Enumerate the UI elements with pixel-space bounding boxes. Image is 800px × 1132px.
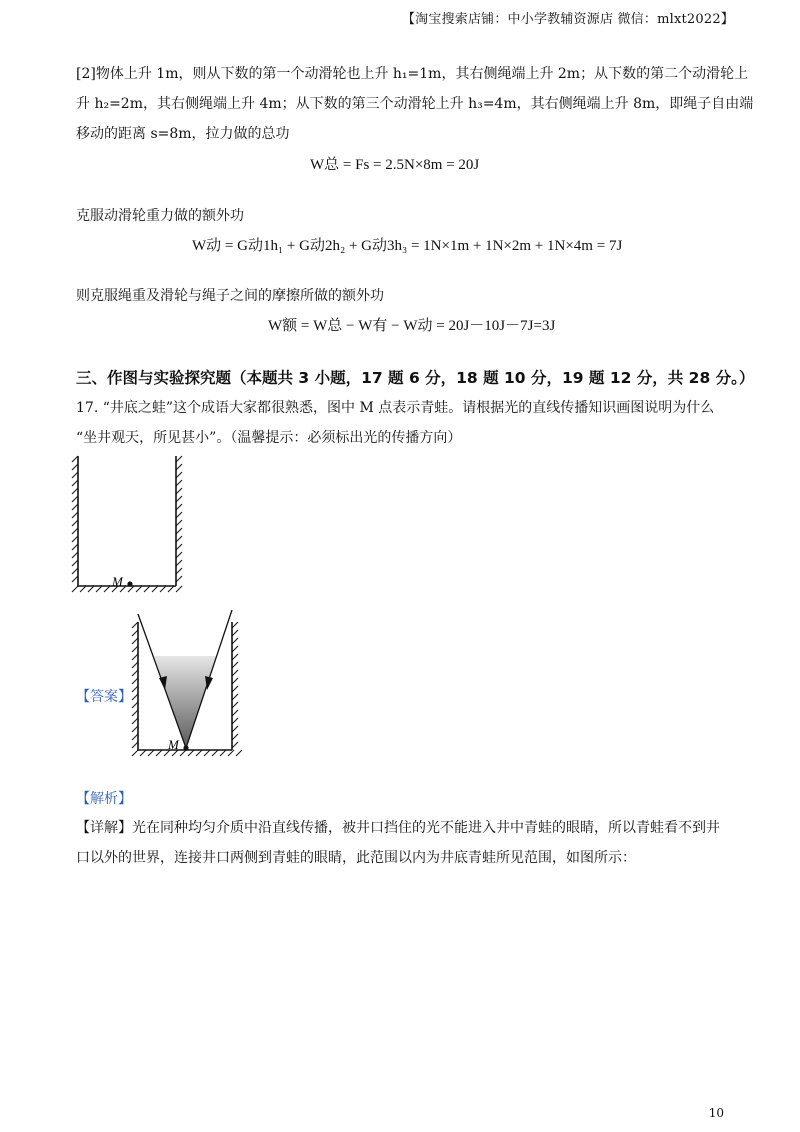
- left-wall-hatch: [72, 456, 78, 582]
- frog-point-m: [127, 581, 132, 586]
- answer-tag: 【答案】: [76, 689, 132, 705]
- well-diagram-question: [66, 452, 196, 602]
- analysis-tag: 【解析】: [76, 791, 132, 807]
- section-title: 三、作图与实验探究题（本题共 3 小题，17 题 6 分，18 题 10 分，19 题 12 分，共 28 分。）: [76, 369, 755, 387]
- equation-extra-work: W额 = W总 − W有 − W动 = 20J－10J－7J=3J: [268, 318, 556, 334]
- right-wall-hatch: [176, 456, 182, 582]
- answer-bottom-hatch: [132, 750, 242, 756]
- visible-range-cone: [154, 656, 216, 748]
- answer-right-hatch: [232, 622, 238, 748]
- page-number: 10: [708, 1106, 724, 1120]
- para1-line2: 升 h₂=2m，其右侧绳端上升 4m；从下数的第三个动滑轮上升 h₃=4m，其右侧绳端上升 8m，即绳子自由端: [76, 96, 754, 112]
- detail-line2: 口以外的世界，连接井口两侧到青蛙的眼睛，此范围以内为井底青蛙所见范围，如图所示：: [76, 850, 636, 866]
- answer-frog-point-m: [183, 745, 188, 750]
- para1-line3: 移动的距离 s=8m，拉力做的总功: [76, 126, 290, 142]
- detail-tag: 【详解】: [76, 820, 132, 836]
- well-diagram-answer: [124, 608, 254, 764]
- detail-text-1: 光在同种均匀介质中沿直线传播，被井口挡住的光不能进入井中青蛙的眼睛，所以青蛙看不到井: [132, 820, 720, 836]
- para3: 则克服绳重及滑轮与绳子之间的摩擦所做的额外功: [76, 288, 384, 304]
- bottom-hatch: [72, 586, 182, 592]
- page-header: 【淘宝搜索店铺：中小学教辅资源店 微信：mlxt2022】: [401, 12, 734, 27]
- equation-total-work: W总 = Fs = 2.5N×8m = 20J: [310, 157, 480, 173]
- para1-line1: [2]物体上升 1m，则从下数的第一个动滑轮也上升 h₁=1m，其右侧绳端上升 2m；从下数的第二个动滑轮上: [76, 66, 749, 82]
- answer-left-hatch: [132, 622, 138, 748]
- label-m-answer: M: [168, 737, 179, 752]
- equation-pulley-work: W动 = G动1h₁ + G动2h₂ + G动3h₃ = 1N×1m + 1N×2m + 1N×4m = 7J: [192, 238, 623, 254]
- q17-line2: “坐井观天，所见甚小”。（温馨提示：必须标出光的传播方向）: [76, 430, 462, 446]
- detail-line1: [76, 818, 720, 838]
- q17-line1: 17. “井底之蛙”这个成语大家都很熟悉，图中 M 点表示青蛙。请根据光的直线传播知识画图说明为什么: [76, 400, 715, 416]
- label-m-question: M: [112, 574, 123, 589]
- para2: 克服动滑轮重力做的额外功: [76, 208, 244, 224]
